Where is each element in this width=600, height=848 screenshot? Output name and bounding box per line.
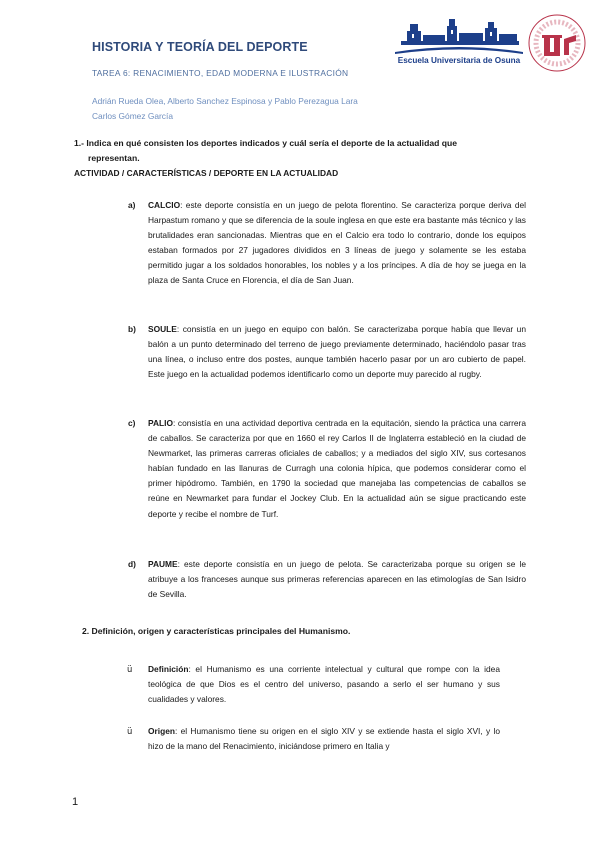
question-1-text-continued: representan. bbox=[88, 153, 140, 163]
question-2-heading: 2. Definición, origen y características principales del Humanismo. bbox=[82, 626, 351, 636]
item-paume bbox=[128, 557, 526, 602]
bullet-text: : el Humanismo tiene su origen en el siglo XIV y se extiende hasta el siglo XVI, y lo hizo de la mano del Renacimiento, iniciándose primero en Italia y bbox=[148, 726, 500, 752]
castle-skyline-icon bbox=[393, 14, 525, 56]
item-text: : consistía en un juego en equipo con balón. Se caracterizaba porque había que llevar un balón a un punto determinado del terreno de juego previamente determinado, haciéndolo pasar tras una línea, o incluso entre dos postes, aunque también hacerlo pasar por un aro cubierto de papel. Este juego en la actualidad podemos identificarlo como un deporte muy parecido al rugby. bbox=[148, 324, 526, 380]
question-1 bbox=[74, 136, 526, 166]
item-palio bbox=[128, 416, 526, 522]
item-text: : este deporte consistía en un juego de pelota florentino. Se caracteriza porque deriva del Harpastum romano y que se diferencia de la soule inglesa en que este era bastante más técnico y las brutalidades eran sancionadas. Mientras que en el Calcio era todo lo contrario, donde los equipos estaban formados por 27 jugadores divididos en 3 líneas de juego y solamente se les estaba permitido jugar a los soldados honorables, los nobles y a los príncipes. A día de hoy se juega en la plaza de Santa Cruce en Florencia, el día de San Juan. bbox=[148, 200, 526, 286]
question-1-number: 1.- bbox=[74, 138, 85, 148]
item-term: PALIO bbox=[148, 418, 173, 428]
item-term: PAUME bbox=[148, 559, 178, 569]
authors-line-1: Adrián Rueda Olea, Alberto Sanchez Espinosa y Pablo Perezagua Lara bbox=[92, 96, 358, 106]
item-term: CALCIO bbox=[148, 200, 181, 210]
bullet-text: : el Humanismo es una corriente intelectual y cultural que rompe con la idea teológica de que Dios es el centro del universo, pasando a serlo el ser humano y sus cualidades y valores. bbox=[148, 664, 500, 705]
checkmark-bullet-icon: ü bbox=[127, 726, 133, 736]
document-title: HISTORIA Y TEORÍA DEL DEPORTE bbox=[92, 40, 308, 54]
authors-block bbox=[92, 94, 358, 124]
question-1-text: Indica en qué consisten los deportes indicados y cuál sería el deporte de la actualidad que bbox=[86, 138, 458, 148]
item-text: : consistía en una actividad deportiva centrada en la equitación, siendo la práctica una carrera de caballos. Se caracteriza por que en 1660 el rey Carlos II de Inglaterra estableció en la ciudad de Newmarket, las primeras carreras oficiales de caballos; y a mediados del siglo XIV, sus cortesanos habían fundado en las llanuras de Curragh una colonia hípica, que podemos considerar como el primer hipódromo. También, en 1790 la sociedad que manejaba las competencias de caballos se reúne en Newmarket para fundar el Jockey Club. En la actualidad aún se sigue practicando este deporte y recibe el nombre de Turf. bbox=[148, 418, 526, 519]
item-term: SOULE bbox=[148, 324, 177, 334]
checkmark-bullet-icon: ü bbox=[127, 664, 133, 674]
item-marker: d) bbox=[128, 559, 136, 569]
item-marker: a) bbox=[128, 200, 136, 210]
bullet-term: Definición bbox=[148, 664, 189, 674]
document-subtitle: TAREA 6: RENACIMIENTO, EDAD MODERNA E ILUSTRACIÓN bbox=[92, 68, 349, 78]
escuela-osuna-logo bbox=[393, 14, 525, 72]
bullet-origen bbox=[127, 724, 500, 754]
section-heading: ACTIVIDAD / CARACTERÍSTICAS / DEPORTE EN LA ACTUALIDAD bbox=[74, 168, 339, 178]
authors-line-2: Carlos Gómez García bbox=[92, 111, 173, 121]
item-text: : este deporte consistía en un juego de pelota. Se caracterizaba porque su origen se le atribuye a los franceses aunque sus primeras referencias aparecen en las etimologías de San Isidro de Sevilla. bbox=[148, 559, 526, 600]
item-soule bbox=[128, 322, 526, 382]
universidad-sevilla-logo bbox=[524, 12, 594, 74]
item-marker: b) bbox=[128, 324, 136, 334]
item-calcio bbox=[128, 198, 526, 289]
bullet-term: Origen bbox=[148, 726, 175, 736]
item-marker: c) bbox=[128, 418, 136, 428]
bullet-definicion bbox=[127, 662, 500, 707]
page-number: 1 bbox=[72, 796, 79, 808]
logo-caption: Escuela Universitaria de Osuna bbox=[397, 56, 521, 65]
university-seal-icon bbox=[524, 12, 594, 74]
